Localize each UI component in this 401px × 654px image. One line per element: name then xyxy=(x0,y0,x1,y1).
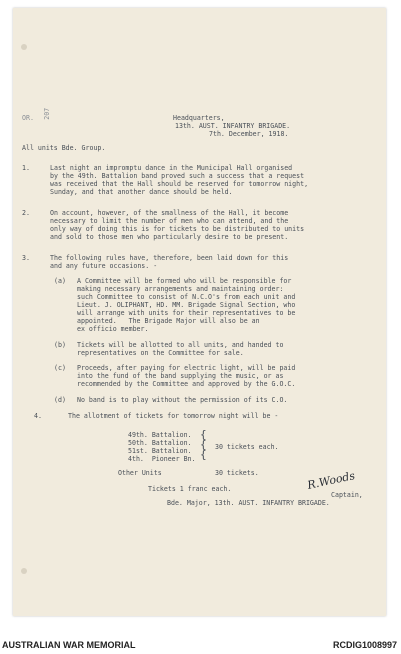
para-1-line: was received that the Hall should be reserved for tomorrow night, xyxy=(50,180,309,188)
para-4-intro: The allotment of tickets for tomorrow night will be - xyxy=(68,412,279,420)
date-line: 7th. December, 1918. xyxy=(209,130,289,138)
rule-a-line: ex officio member. xyxy=(77,325,149,333)
rule-c-label: (c) xyxy=(54,364,66,372)
other-units-value: 30 tickets. xyxy=(215,469,259,477)
allotment-each: 30 tickets each. xyxy=(215,443,279,451)
para-1-line: Sunday, and that another dance should be held. xyxy=(50,188,233,196)
allotment-unit: 51st. Battalion. xyxy=(128,447,192,455)
para-2-line: necessary to limit the number of men who can attend, and the xyxy=(50,217,289,225)
punch-hole xyxy=(21,44,27,50)
allotment-unit: 4th. Pioneer Bn. xyxy=(128,455,196,463)
rule-c-line: Proceeds, after paying for electric light, will be paid xyxy=(77,364,296,372)
para-2-line: and sold to those men who particularly desire to be present. xyxy=(50,233,289,241)
rule-a-line: making necessary arrangements and maintaining order: xyxy=(77,285,284,293)
para-2-line: only way of doing this is for tickets to be distributed to units xyxy=(50,225,305,233)
handwritten-signature: R.Woods xyxy=(306,469,357,492)
signature-title: Bde. Major, 13th. AUST. INFANTRY BRIGADE. xyxy=(167,499,330,507)
rule-b-line: representatives on the Committee for sale. xyxy=(77,349,244,357)
footer-id: RCDIG1008997 xyxy=(332,640,397,650)
allotment-unit: 50th. Battalion. xyxy=(128,439,192,447)
para-2-line: On account, however, of the smallness of the Hall, it become xyxy=(50,209,289,217)
rule-b-label: (b) xyxy=(54,341,66,349)
rule-d-line: No band is to play without the permission of its C.O. xyxy=(77,396,288,404)
allotment-brace: { xyxy=(200,428,207,441)
rule-c-line: into the fund of the band supplying the music, or as xyxy=(77,372,284,380)
rule-a-line: appointed. The Brigade Major will also be an xyxy=(77,317,260,325)
hq-line: Headquarters, xyxy=(173,114,225,122)
margin-number: 207 xyxy=(43,107,52,120)
para-2-number: 2. xyxy=(22,209,30,217)
other-units-label: Other Units xyxy=(118,469,162,477)
rule-a-line: A Committee will be formed who will be responsible for xyxy=(77,277,292,285)
allotment-brace: { xyxy=(200,438,207,451)
punch-hole xyxy=(21,568,27,574)
allotment-unit: 49th. Battalion. xyxy=(128,431,192,439)
para-1-number: 1. xyxy=(22,164,30,172)
footer-source: AUSTRALIAN WAR MEMORIAL xyxy=(2,640,136,650)
rule-a-line: such Committee to consist of N.C.O's from each unit and xyxy=(77,293,296,301)
addressee: All units Bde. Group. xyxy=(22,144,106,152)
document-page xyxy=(13,8,386,616)
rule-b-line: Tickets will be allotted to all units, and handed to xyxy=(77,341,284,349)
para-3-line: and any future occasions. - xyxy=(50,262,158,270)
para-3-number: 3. xyxy=(22,254,30,262)
para-3-line: The following rules have, therefore, been laid down for this xyxy=(50,254,289,262)
rule-c-line: recommended by the Committee and approved by the G.O.C. xyxy=(77,380,296,388)
rule-a-line: will arrange with units for their representatives to be xyxy=(77,309,296,317)
rule-a-label: (a) xyxy=(54,277,66,285)
para-4-number: 4. xyxy=(34,412,42,420)
rule-a-line: Lieut. J. OLIPHANT, HD. MM. Brigade Signal Section, who xyxy=(77,301,296,309)
para-1-line: Last night an impromptu dance in the Municipal Hall organised xyxy=(50,164,293,172)
brigade-line: 13th. AUST. INFANTRY BRIGADE. xyxy=(175,122,291,130)
margin-mark: OR. xyxy=(22,114,34,122)
signature-rank: Captain, xyxy=(331,491,363,499)
rule-d-label: (d) xyxy=(54,396,66,404)
para-1-line: by the 49th. Battalion band proved such a success that a request xyxy=(50,172,305,180)
ticket-price: Tickets 1 franc each. xyxy=(148,485,232,493)
allotment-brace: { xyxy=(200,448,207,461)
